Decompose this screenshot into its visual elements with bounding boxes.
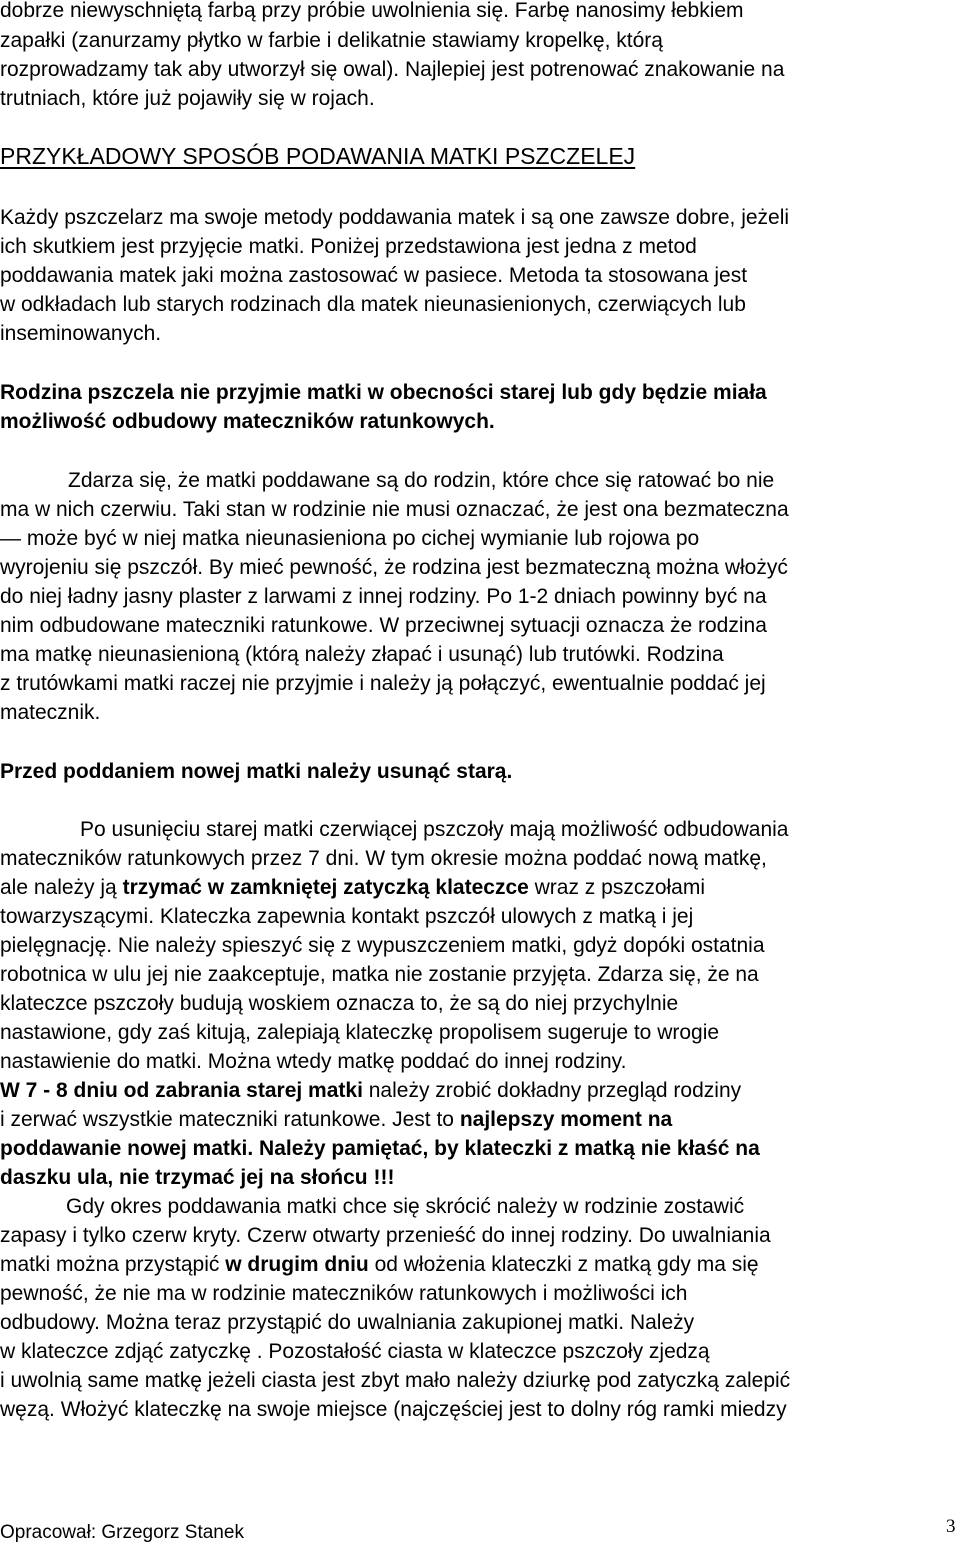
p3-line-4: towarzyszącymi. Klateczka zapewnia kontakt pszczół ulowych z matką i jej — [0, 905, 694, 928]
p4-line-2: zapasy i tylko czerw kryty. Czerw otwarty przenieść do innej rodziny. Do uwalniania — [0, 1224, 771, 1247]
p2-line-9: matecznik. — [0, 701, 101, 724]
p3-line-2: mateczników ratunkowych przez 7 dni. W tym okresie można poddać nową matkę, — [0, 847, 767, 870]
footer-author: Opracował: Grzegorz Stanek — [0, 1522, 244, 1543]
p1-line-1: Każdy pszczelarz ma swoje metody poddawania matek i są one zawsze dobre, jeżeli — [0, 206, 790, 229]
p4-line-8: węzą. Włożyć klateczkę na swoje miejsce (najczęściej jest to dolny róg ramki miedzy — [0, 1398, 787, 1421]
p2-line-3: — może być w niej matka nieunasieniona po cichej wymianie lub rojowa po — [0, 527, 700, 550]
p4-line-1: Gdy okres poddawania matki chce się skrócić należy w rodzinie zostawić — [66, 1195, 745, 1218]
p2-line-6: nim odbudowane mateczniki ratunkowe. W przeciwnej sytuacji oznacza że rodzina — [0, 614, 767, 637]
p1-line-5: inseminowanych. — [0, 322, 162, 345]
p3-line-9: nastawienie do matki. Można wtedy matkę poddać do innej rodziny. — [0, 1050, 627, 1073]
p3-line-11 — [0, 1107, 672, 1133]
p4-line-3-part-a: matki można przystąpić — [0, 1253, 226, 1276]
p3-line-13: daszku ula, nie trzymać jej na słońcu !!! — [0, 1166, 395, 1189]
p2-line-8: z trutówkami matki raczej nie przyjmie i należy ją połączyć, ewentualnie poddać jej — [0, 672, 766, 695]
p3-line-11-part-a: i zerwać wszystkie mateczniki ratunkowe. Jest to — [0, 1108, 460, 1131]
page-number: 3 — [946, 1516, 956, 1537]
p3-line-11-bold: najlepszy moment na — [459, 1108, 673, 1131]
warning-line-2: możliwość odbudowy mateczników ratunkowych. — [0, 410, 495, 433]
p3-line-10 — [0, 1078, 741, 1104]
p3-line-10-rest: należy zrobić dokładny przegląd rodziny — [362, 1079, 742, 1102]
p2-line-4: wyrojeniu się pszczół. By mieć pewność, że rodzina jest bezmateczną można włożyć — [0, 556, 788, 579]
p3-line-7: klateczce pszczoły budują woskiem oznacza to, że są do niej przychylnie — [0, 992, 679, 1015]
intro-line-1: dobrze niewyschniętą farbą przy próbie uwolnienia się. Farbę nanosimy łebkiem — [0, 0, 744, 22]
p3-line-3 — [0, 875, 705, 901]
p2-line-5: do niej ładny jasny plaster z larwami z innej rodziny. Po 1-2 dniach powinny być na — [0, 585, 767, 608]
p3-line-8: nastawione, gdy zaś kitują, zalepiają klateczkę propolisem sugeruje to wrogie — [0, 1021, 720, 1044]
p4-line-5: odbudowy. Można teraz przystąpić do uwalniania zakupionej matki. Należy — [0, 1311, 695, 1334]
p1-line-2: ich skutkiem jest przyjęcie matki. Poniżej przedstawiona jest jedna z metod — [0, 235, 697, 258]
p2-line-2: ma w nich czerwiu. Taki stan w rodzinie nie musi oznaczać, że jest ona bezmateczna — [0, 498, 789, 521]
section-heading: PRZYKŁADOWY SPOSÓB PODAWANIA MATKI PSZCZELEJ — [0, 143, 636, 169]
p3-line-5: pielęgnację. Nie należy spieszyć się z wypuszczeniem matki, gdyż dopóki ostatnia — [0, 934, 765, 957]
intro-line-3: rozprowadzamy tak aby utworzył się owal). Najlepiej jest potrenować znakowanie na — [0, 58, 785, 81]
p4-line-3-part-c: od włożenia klateczki z matką gdy ma się — [368, 1253, 759, 1276]
intro-line-4: trutniach, które już pojawiły się w rojach. — [0, 87, 375, 110]
p4-line-3 — [0, 1252, 759, 1278]
p4-line-3-bold: w drugim dniu — [225, 1253, 369, 1276]
p3-line-12: poddawanie nowej matki. Należy pamiętać, by klateczki z matką nie kłaść na — [0, 1137, 760, 1160]
p2-line-7: ma matkę nieunasienioną (którą należy złapać i usunąć) lub trutówki. Rodzina — [0, 643, 724, 666]
p2-line-1: Zdarza się, że matki poddawane są do rodzin, które chce się ratować bo nie — [68, 469, 775, 492]
p3-line-3-part-a: ale należy ją — [0, 876, 123, 899]
p4-line-6: w klateczce zdjąć zatyczkę . Pozostałość ciasta w klateczce pszczoły zjedzą — [0, 1340, 710, 1363]
p3-line-10-bold: W 7 - 8 dniu od zabrania starej matki — [0, 1079, 363, 1102]
p3-line-3-part-c: wraz z pszczołami — [528, 876, 705, 899]
p3-line-3-bold: trzymać w zamkniętej zatyczką klateczce — [122, 876, 529, 899]
intro-line-2: zapałki (zanurzamy płytko w farbie i delikatnie stawiamy kropelkę, którą — [0, 29, 663, 52]
p1-line-4: w odkładach lub starych rodzinach dla matek nieunasienionych, czerwiących lub — [0, 293, 746, 316]
p4-line-4: pewność, że nie ma w rodzinie mateczników ratunkowych i możliwości ich — [0, 1282, 688, 1305]
p3-line-1: Po usunięciu starej matki czerwiącej pszczoły mają możliwość odbudowania — [80, 818, 789, 841]
rule-line: Przed poddaniem nowej matki należy usunąć starą. — [0, 760, 513, 783]
warning-line-1: Rodzina pszczela nie przyjmie matki w obecności starej lub gdy będzie miała — [0, 381, 767, 404]
p1-line-3: poddawania matek jaki można zastosować w pasiece. Metoda ta stosowana jest — [0, 264, 748, 287]
p3-line-6: robotnica w ulu jej nie zaakceptuje, matka nie zostanie przyjęta. Zdarza się, że na — [0, 963, 759, 986]
p4-line-7: i uwolnią same matkę jeżeli ciasta jest zbyt mało należy dziurkę pod zatyczką zalepić — [0, 1369, 791, 1392]
